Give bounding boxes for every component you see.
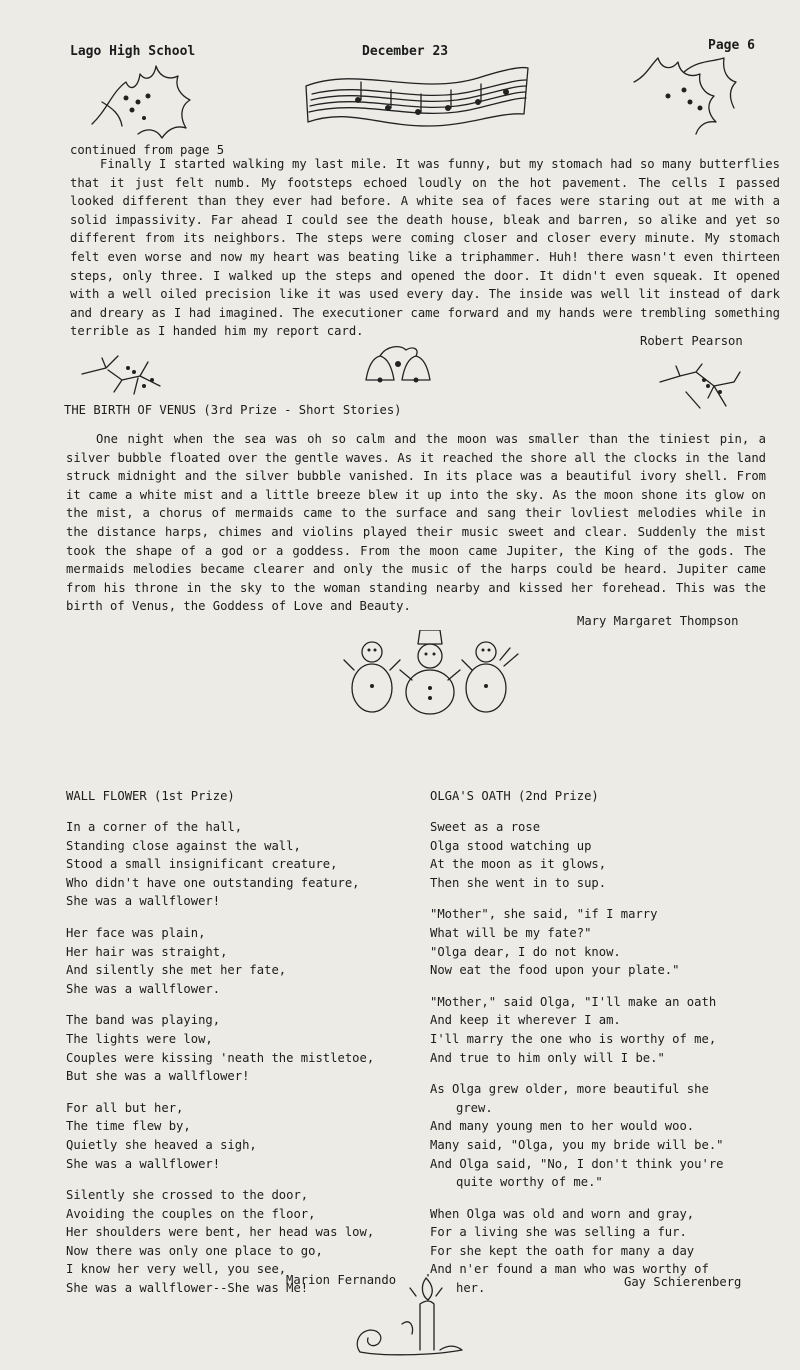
- poem2-stanza: [430, 993, 775, 1067]
- music-staff-banner-drawing: [298, 56, 534, 136]
- poem1-line: I know her very well, you see,: [66, 1262, 287, 1277]
- poem2-line: Sweet as a rose: [430, 820, 541, 834]
- poem2-line: And true to him only will I be.": [430, 1050, 665, 1065]
- poem2-line: As Olga grew older, more beautiful she: [430, 1082, 709, 1097]
- poem-wall-flower: [66, 818, 411, 1311]
- story-continuation: [70, 155, 780, 341]
- poem1-line: And silently she met her fate,: [66, 963, 287, 978]
- story2-text: One night when the sea was oh so calm and the moon was smaller than the tiniest pin, a silver bubble floated over the gentle waves. As it reached the shore all the clocks in the land struck midnight and the silver bubble vanished. In its place was a beautiful ivory shell. From it came a white mist and a little breeze blew it up into the sky. As the moon shone its glow on the mist, a chorus of mermaids came to the surface and sang their lovliest melodies while in the distance harps, chimes and violins played their music sweet and clear. Suddenly the mist took the shape of a god or a goddess. From the moon came Jupiter, the King of the gods. The mermaids melodies became clearer and only the music of the harps could be heard. Jupiter came from his throne in the sky to the woman standing nearby and kissed her forehead. This was the birth of Venus, the Goddess of Love and Beauty.: [66, 432, 766, 614]
- poem1-line: Her shoulders were bent, her head was low,: [66, 1225, 375, 1240]
- poem1-line: For all but her,: [66, 1100, 184, 1115]
- poem2-line: Then she went in to sup.: [430, 875, 607, 890]
- poem1-line: The time flew by,: [66, 1119, 191, 1134]
- poem2-author: Gay Schierenberg: [624, 1275, 742, 1289]
- holly-sprig-left-drawing: [78, 350, 170, 398]
- story-continuation-text: Finally I started walking my last mile. It was funny, but my stomach had so many butterflies that it just felt numb. My footsteps echoed loudly on the hot pavement. The cells I passed looked different than they ever had before. A white sea of faces were staring out at me with a solid impassivity. Far ahead I could see the death house, bleak and barren, so alike and yet so different from its neighbors. The steps were coming closer and closer every minute. My stomach felt even worse and now my heart was beating like a triphammer. Huh! there wasn't even thirteen steps, only three. I walked up the steps and opened the door. It didn't even squeak. It opened with a well oiled precision like it was used every day. The inside was well lit instead of dark and dreary as I had imagined. The executioner came forward and my hands were trembling something terrible as I handed him my report card.: [70, 157, 780, 339]
- poem2-stanza: [430, 1080, 775, 1192]
- poem2-line: For she kept the oath for many a day: [430, 1243, 695, 1258]
- poem2-line: "Mother," said Olga, "I'll make an oath: [430, 994, 717, 1009]
- poem1-line: The lights were low,: [66, 1031, 213, 1046]
- candle-drawing: [350, 1274, 470, 1360]
- poem2-stanza: [430, 905, 775, 979]
- poem1-line: Quietly she heaved a sigh,: [66, 1137, 257, 1152]
- poem1-line: Her hair was straight,: [66, 944, 228, 959]
- poem2-line: And Olga said, "No, I don't think you're: [430, 1156, 724, 1171]
- poem1-line: In a corner of the hall,: [66, 820, 243, 834]
- poem2-line: Olga stood watching up: [430, 838, 592, 853]
- poem2-line: And n'er found a man who was worthy of: [430, 1262, 709, 1277]
- poem2-line: quite worthy of me.": [456, 1175, 603, 1190]
- poem1-line: The band was playing,: [66, 1013, 221, 1028]
- poem1-line: Avoiding the couples on the floor,: [66, 1206, 316, 1221]
- bells-drawing: [356, 342, 442, 384]
- poem1-line: Who didn't have one outstanding feature,: [66, 875, 360, 890]
- poem2-line: Many said, "Olga, you my bride will be.": [430, 1137, 724, 1152]
- poem1-line: She was a wallflower!: [66, 1156, 221, 1171]
- poem2-line: For a living she was selling a fur.: [430, 1225, 687, 1240]
- continued-note: continued from page 5: [70, 143, 225, 157]
- holly-sprig-right-drawing: [656, 362, 744, 414]
- poem2-line: I'll marry the one who is worthy of me,: [430, 1031, 717, 1046]
- holly-right-drawing: [628, 52, 740, 136]
- poem1-line: Silently she crossed to the door,: [66, 1188, 309, 1203]
- story2-title: THE BIRTH OF VENUS (3rd Prize - Short Stories): [64, 403, 402, 417]
- poem1-stanza: [66, 1099, 411, 1173]
- page-number: Page 6: [708, 38, 755, 53]
- poem1-line: Now there was only one place to go,: [66, 1243, 323, 1258]
- issue-date: December 23: [362, 44, 449, 59]
- poem2-line: "Mother", she said, "if I marry: [430, 907, 658, 922]
- poem2-title: OLGA'S OATH (2nd Prize): [430, 789, 599, 803]
- poem2-line: When Olga was old and worn and gray,: [430, 1206, 695, 1221]
- poem1-stanza: [66, 924, 411, 998]
- school-name: Lago High School: [70, 44, 196, 59]
- poem1-line: She was a wallflower--She was Me!: [66, 1281, 309, 1296]
- snowmen-drawing: [340, 630, 522, 716]
- story1-author: Robert Pearson: [640, 334, 743, 348]
- poem1-line: But she was a wallflower!: [66, 1069, 250, 1084]
- poem2-line: Now eat the food upon your plate.": [430, 963, 680, 978]
- poem1-line: Standing close against the wall,: [66, 838, 301, 853]
- poem2-line: "Olga dear, I do not know.: [430, 944, 621, 959]
- poem1-line: She was a wallflower!: [66, 894, 221, 909]
- poem2-line: At the moon as it glows,: [430, 857, 607, 872]
- story-birth-of-venus: [66, 430, 766, 616]
- poem1-line: Her face was plain,: [66, 925, 206, 940]
- poem-olgas-oath: [430, 818, 775, 1311]
- poem2-line: What will be my fate?": [430, 925, 592, 940]
- holly-left-drawing: [82, 62, 194, 140]
- poem1-author: Marion Fernando: [286, 1273, 397, 1287]
- story2-author: Mary Margaret Thompson: [577, 614, 739, 628]
- poem1-line: She was a wallflower.: [66, 981, 221, 996]
- poem2-line: her.: [456, 1281, 486, 1296]
- poem1-stanza: [66, 818, 411, 911]
- poem2-line: And keep it wherever I am.: [430, 1013, 621, 1028]
- poem1-line: Stood a small insignificant creature,: [66, 857, 338, 872]
- poem1-stanza: [66, 1011, 411, 1085]
- poem2-stanza: [430, 818, 775, 892]
- poem1-line: Couples were kissing 'neath the mistletoe,: [66, 1050, 375, 1065]
- poem2-line: grew.: [456, 1100, 493, 1115]
- poem1-title: WALL FLOWER (1st Prize): [66, 789, 235, 803]
- poem2-line: And many young men to her would woo.: [430, 1119, 695, 1134]
